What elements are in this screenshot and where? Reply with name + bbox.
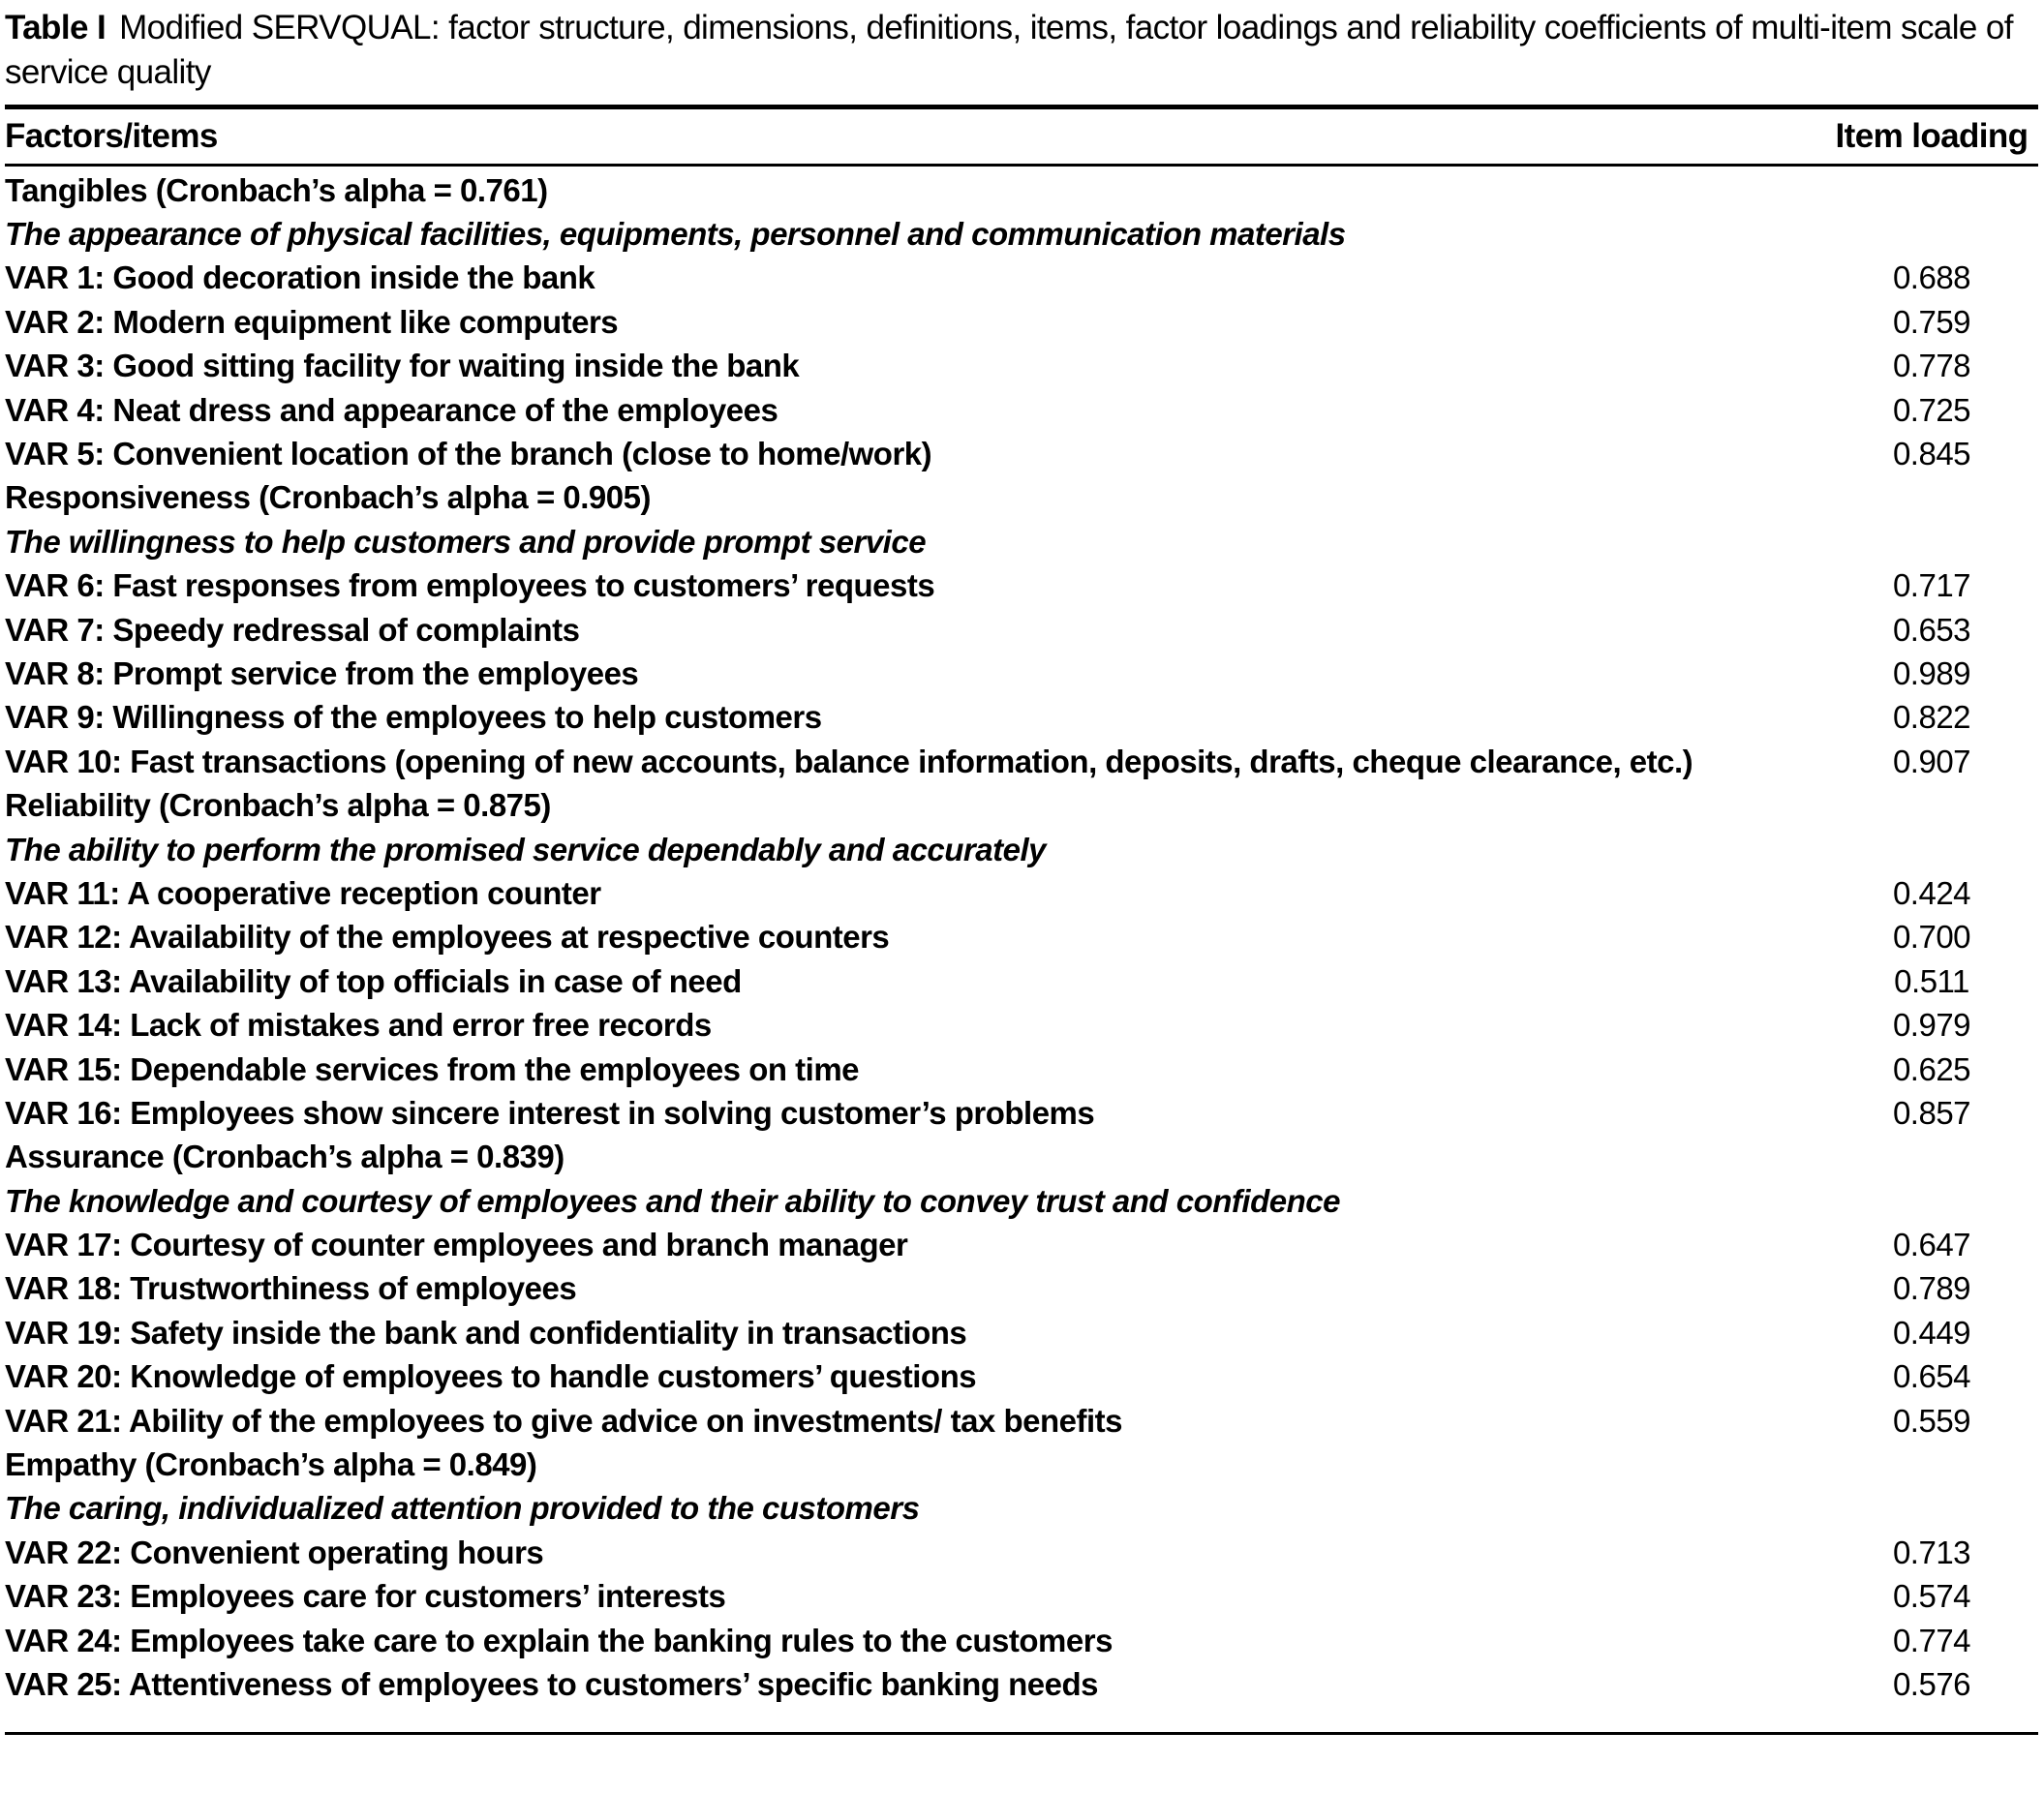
row-label: VAR 24: Employees take care to explain the banking rules to the customers xyxy=(5,1622,1113,1658)
table-row xyxy=(5,1136,2038,1179)
table-row xyxy=(5,828,2038,871)
row-item-loading: 0.979 xyxy=(1892,1007,1971,1044)
column-header-item-loading: Item loading xyxy=(1835,117,2029,155)
row-label: VAR 14: Lack of mistakes and error free records xyxy=(5,1007,712,1044)
row-label: VAR 21: Ability of the employees to give advice on investments/ tax benefits xyxy=(5,1402,1122,1439)
row-label: VAR 18: Trustworthiness of employees xyxy=(5,1270,577,1307)
row-item-loading: 0.845 xyxy=(1892,436,1971,472)
table-row xyxy=(5,1399,2038,1443)
row-label: VAR 13: Availability of top officials in case of need xyxy=(5,962,742,999)
column-header-factors: Factors/items xyxy=(5,117,218,155)
row-item-loading: 0.725 xyxy=(1892,391,1971,428)
row-item-loading: 0.653 xyxy=(1892,611,1971,648)
row-item-loading: 0.907 xyxy=(1892,743,1971,779)
row-label: The appearance of physical facilities, equipments, personnel and communication materials xyxy=(5,216,1346,253)
row-label: Reliability (Cronbach’s alpha = 0.875) xyxy=(5,787,551,824)
table-row xyxy=(5,388,2038,432)
table-row xyxy=(5,1223,2038,1266)
table-row xyxy=(5,1619,2038,1662)
row-item-loading: 0.989 xyxy=(1892,654,1971,691)
table-row xyxy=(5,608,2038,652)
table-row xyxy=(5,696,2038,740)
table-row xyxy=(5,1003,2038,1047)
table-row xyxy=(5,1487,2038,1531)
row-item-loading: 0.857 xyxy=(1892,1094,1971,1131)
row-label: VAR 19: Safety inside the bank and confidentiality in transactions xyxy=(5,1314,967,1351)
row-label: The knowledge and courtesy of employees and their ability to convey trust and confidence xyxy=(5,1182,1340,1219)
row-label: VAR 16: Employees show sincere interest in solving customer’s problems xyxy=(5,1094,1095,1131)
table-row xyxy=(5,564,2038,608)
table-row xyxy=(5,959,2038,1003)
row-label: VAR 12: Availability of the employees at respective counters xyxy=(5,919,890,956)
table-row xyxy=(5,1443,2038,1486)
row-label: The caring, individualized attention provided to the customers xyxy=(5,1490,920,1527)
row-label: VAR 1: Good decoration inside the bank xyxy=(5,259,595,296)
table-row xyxy=(5,1662,2038,1706)
row-item-loading: 0.774 xyxy=(1892,1622,1971,1658)
table-row xyxy=(5,476,2038,520)
row-label: VAR 11: A cooperative reception counter xyxy=(5,874,601,911)
row-item-loading: 0.576 xyxy=(1892,1665,1971,1702)
row-item-loading: 0.713 xyxy=(1892,1534,1971,1570)
row-item-loading: 0.759 xyxy=(1892,303,1971,340)
table-row xyxy=(5,257,2038,300)
table-row xyxy=(5,520,2038,563)
table-header-row xyxy=(5,109,2038,164)
table-row xyxy=(5,1091,2038,1135)
table-row xyxy=(5,1355,2038,1399)
row-label: VAR 5: Convenient location of the branch (close to home/work) xyxy=(5,436,932,472)
table-row xyxy=(5,1531,2038,1574)
row-label: VAR 6: Fast responses from employees to customers’ requests xyxy=(5,567,935,604)
row-item-loading: 0.574 xyxy=(1892,1578,1971,1615)
row-label: VAR 22: Convenient operating hours xyxy=(5,1534,544,1570)
row-label: Empathy (Cronbach’s alpha = 0.849) xyxy=(5,1446,537,1483)
row-label: VAR 17: Courtesy of counter employees and branch manager xyxy=(5,1227,908,1263)
row-item-loading: 0.424 xyxy=(1892,874,1971,911)
row-label: The ability to perform the promised service dependably and accurately xyxy=(5,831,1046,867)
table-row xyxy=(5,212,2038,256)
table-row xyxy=(5,1575,2038,1619)
row-label: VAR 20: Knowledge of employees to handle customers’ questions xyxy=(5,1358,977,1395)
row-label: VAR 3: Good sitting facility for waiting inside the bank xyxy=(5,348,800,384)
table-row xyxy=(5,1267,2038,1311)
row-item-loading: 0.625 xyxy=(1892,1050,1971,1087)
table-row xyxy=(5,300,2038,344)
row-item-loading: 0.511 xyxy=(1894,962,1969,999)
row-label: The willingness to help customers and provide prompt service xyxy=(5,523,927,560)
table-row xyxy=(5,783,2038,827)
row-label: VAR 15: Dependable services from the employees on time xyxy=(5,1050,860,1087)
row-item-loading: 0.688 xyxy=(1892,259,1971,296)
row-label: Responsiveness (Cronbach’s alpha = 0.905) xyxy=(5,479,651,516)
row-label: VAR 4: Neat dress and appearance of the employees xyxy=(5,391,778,428)
row-label: VAR 9: Willingness of the employees to help customers xyxy=(5,699,822,736)
table-row xyxy=(5,916,2038,959)
row-label: VAR 7: Speedy redressal of complaints xyxy=(5,611,580,648)
row-label: Tangibles (Cronbach’s alpha = 0.761) xyxy=(5,171,548,208)
table-row xyxy=(5,168,2038,212)
row-item-loading: 0.778 xyxy=(1892,348,1971,384)
bottom-rule xyxy=(5,1732,2038,1735)
row-label: VAR 25: Attentiveness of employees to customers’ specific banking needs xyxy=(5,1665,1099,1702)
table-caption-text: Modified SERVQUAL: factor structure, dimensions, definitions, items, factor loadings and reliability coefficients of multi-item scale of service quality xyxy=(5,9,2013,91)
row-item-loading: 0.654 xyxy=(1892,1358,1971,1395)
row-item-loading: 0.822 xyxy=(1892,699,1971,736)
table-row xyxy=(5,1048,2038,1091)
table-row xyxy=(5,871,2038,915)
row-label: VAR 23: Employees care for customers’ interests xyxy=(5,1578,726,1615)
table-caption xyxy=(5,6,2038,95)
row-label: Assurance (Cronbach’s alpha = 0.839) xyxy=(5,1139,564,1175)
row-item-loading: 0.717 xyxy=(1892,567,1971,604)
row-item-loading: 0.789 xyxy=(1892,1270,1971,1307)
row-label: VAR 10: Fast transactions (opening of new accounts, balance information, deposits, drafts, cheque clearance, etc.) xyxy=(5,743,1693,779)
row-label: VAR 8: Prompt service from the employees xyxy=(5,654,639,691)
table-row xyxy=(5,652,2038,695)
table-row xyxy=(5,1311,2038,1354)
table-row xyxy=(5,432,2038,475)
row-label: VAR 2: Modern equipment like computers xyxy=(5,303,619,340)
table-number-label: Table I xyxy=(5,9,107,46)
table-row xyxy=(5,740,2038,783)
row-item-loading: 0.559 xyxy=(1892,1402,1971,1439)
row-item-loading: 0.647 xyxy=(1892,1227,1971,1263)
row-item-loading: 0.449 xyxy=(1892,1314,1971,1351)
table-row xyxy=(5,1179,2038,1223)
table-body xyxy=(5,167,2038,1707)
table-row xyxy=(5,345,2038,388)
row-item-loading: 0.700 xyxy=(1892,919,1971,956)
